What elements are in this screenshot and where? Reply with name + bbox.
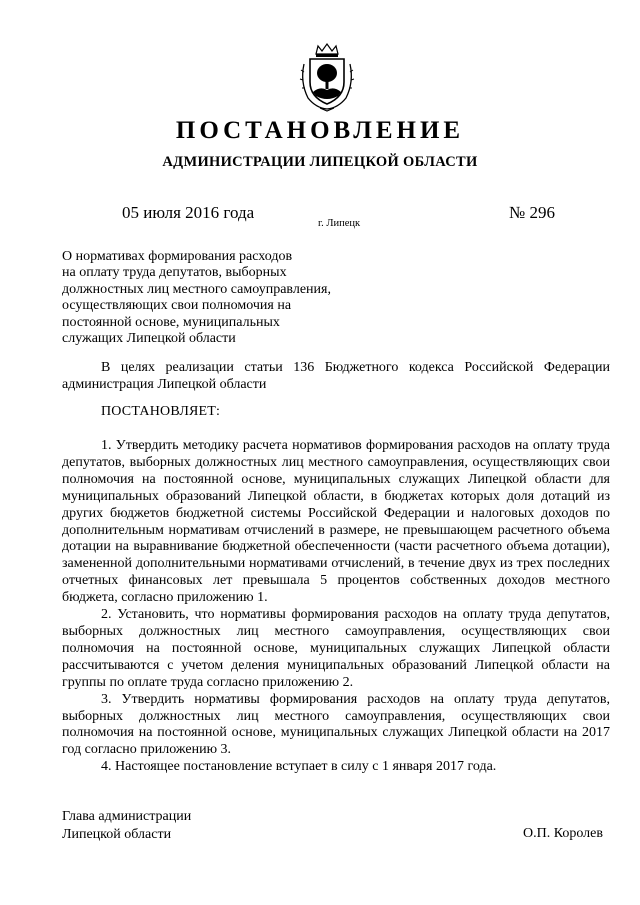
document-date: 05 июля 2016 года	[122, 203, 255, 222]
subject-line: постоянной основе, муниципальных	[62, 314, 280, 330]
preamble	[62, 359, 610, 393]
subject-line: осуществляющих свои полномочия на	[62, 298, 292, 314]
preamble-text: В целях реализации статьи 136 Бюджетного кодекса Российской Федерации администрация Липецкой области	[62, 360, 610, 392]
subject-line: служащих Липецкой области	[62, 331, 236, 347]
issuing-authority: АДМИНИСТРАЦИИ ЛИПЕЦКОЙ ОБЛАСТИ	[162, 154, 478, 170]
decree-body	[62, 438, 610, 776]
decree-paragraph-1: 1. Утвердить методику расчета нормативов формирования расходов на оплату труда депутатов, выборных должностных лиц местного самоуправления, осуществляющих свои полномочия на постоянной основе, муниципальных служащих Липецкой области для муниципальных образований Липецкой области, в бюджетах которых доля дотаций из других бюджетов бюджетной системы Российской Федерации и налоговых доходов по дополнительным нормативам отчислений в размере, не превышающем расчетного объема дотации на выравнивание бюджетной обеспеченности (части расчетного объема дотации), замененной дополнительными нормативами отчислений, в течение двух из трех последних отчетных финансовых лет превышала 5 процентов собственных доходов местного бюджета, согласно приложению 1.	[62, 438, 610, 606]
signatory-title	[62, 808, 191, 844]
decree-word: ПОСТАНОВЛЯЕТ:	[101, 404, 221, 419]
signatory-title-line: Глава администрации	[62, 809, 192, 824]
subject-line: О нормативах формирования расходов	[62, 249, 293, 264]
subject-line: на оплату труда депутатов, выборных	[62, 265, 287, 281]
document-subject	[62, 249, 392, 347]
coat-of-arms-icon	[298, 42, 356, 112]
document-title: ПОСТАНОВЛЕНИЕ	[175, 117, 465, 144]
signatory-name: О.П. Королев	[523, 826, 603, 841]
signatory-title-line: Липецкой области	[62, 827, 172, 842]
decree-paragraph-3: 3. Утвердить нормативы формирования расходов на оплату труда депутатов, выборных должностных лиц местного самоуправления, осуществляющих свои полномочия на постоянной основе, муниципальных служащих Липецкой области на 2017 год согласно приложению 3.	[62, 691, 610, 758]
decree-paragraph-2: 2. Установить, что нормативы формирования расходов на оплату труда депутатов, выборных должностных лиц местного самоуправления, осуществляющих свои полномочия на постоянной основе, муниципальных служащих Липецкой области рассчитываются с учетом деления муниципальных образований Липецкой области на группы по оплате труда согласно приложению 2.	[62, 607, 610, 690]
document-city: г. Липецк	[318, 218, 361, 229]
subject-line: должностных лиц местного самоуправления,	[62, 281, 331, 297]
document-number: № 296	[509, 203, 555, 222]
decree-paragraph-4: 4. Настоящее постановление вступает в силу с 1 января 2017 года.	[101, 759, 497, 775]
